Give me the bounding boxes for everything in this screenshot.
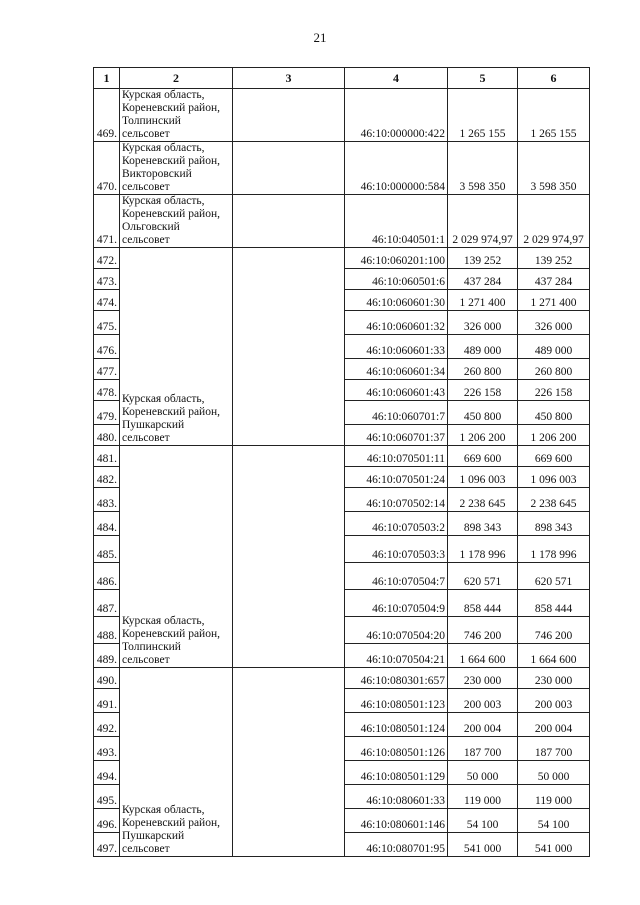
register-table (93, 67, 590, 857)
cadastral-number: 46:10:000000:584 (345, 142, 448, 195)
row-number: 469. (94, 89, 120, 142)
value-col6: 2 029 974,97 (518, 195, 590, 248)
address-cell: Курская область, Кореневский район, Пушкарский сельсовет (120, 248, 233, 446)
cadastral-number: 46:10:060601:33 (345, 335, 448, 359)
table-row (94, 446, 590, 467)
row-number: 471. (94, 195, 120, 248)
value-col6: 226 158 (518, 380, 590, 401)
cadastral-number: 46:10:070504:9 (345, 590, 448, 617)
empty-cell (233, 142, 345, 195)
row-number: 481. (94, 446, 120, 467)
empty-cell (233, 89, 345, 142)
value-col5: 200 004 (448, 713, 518, 737)
empty-cell (233, 446, 345, 668)
cadastral-number: 46:10:080601:33 (345, 785, 448, 809)
value-col5: 226 158 (448, 380, 518, 401)
value-col6: 858 444 (518, 590, 590, 617)
value-col5: 746 200 (448, 617, 518, 644)
value-col5: 541 000 (448, 833, 518, 857)
cadastral-number: 46:10:060601:34 (345, 359, 448, 380)
value-col5: 858 444 (448, 590, 518, 617)
value-col6: 898 343 (518, 512, 590, 536)
value-col6: 2 238 645 (518, 488, 590, 512)
page-number: 21 (313, 30, 327, 45)
row-number: 477. (94, 359, 120, 380)
cadastral-number: 46:10:080501:124 (345, 713, 448, 737)
row-number: 484. (94, 512, 120, 536)
value-col5: 119 000 (448, 785, 518, 809)
value-col5: 2 029 974,97 (448, 195, 518, 248)
value-col6: 3 598 350 (518, 142, 590, 195)
value-col6: 1 271 400 (518, 290, 590, 311)
row-number: 495. (94, 785, 120, 809)
value-col5: 230 000 (448, 668, 518, 689)
row-number: 486. (94, 563, 120, 590)
row-number: 479. (94, 401, 120, 425)
row-number: 496. (94, 809, 120, 833)
value-col5: 1 206 200 (448, 425, 518, 446)
row-number: 485. (94, 536, 120, 563)
table-row (94, 89, 590, 142)
value-col5: 326 000 (448, 311, 518, 335)
cadastral-number: 46:10:070504:7 (345, 563, 448, 590)
cadastral-number: 46:10:070501:11 (345, 446, 448, 467)
cadastral-number: 46:10:080501:129 (345, 761, 448, 785)
value-col6: 200 004 (518, 713, 590, 737)
cadastral-number: 46:10:070502:14 (345, 488, 448, 512)
row-number: 482. (94, 467, 120, 488)
col-header: 3 (233, 68, 345, 89)
address-cell: Курская область, Кореневский район, Толпинский сельсовет (120, 446, 233, 668)
address-cell: Курская область, Кореневский район, Ольговский сельсовет (120, 195, 233, 248)
value-col6: 1 664 600 (518, 644, 590, 668)
cadastral-number: 46:10:000000:422 (345, 89, 448, 142)
cadastral-number: 46:10:080501:123 (345, 689, 448, 713)
cadastral-number: 46:10:040501:1 (345, 195, 448, 248)
row-number: 470. (94, 142, 120, 195)
row-number: 480. (94, 425, 120, 446)
address-cell: Курская область, Кореневский район, Викторовский сельсовет (120, 142, 233, 195)
value-col5: 139 252 (448, 248, 518, 269)
table-header-row (94, 68, 590, 89)
value-col6: 260 800 (518, 359, 590, 380)
cadastral-number: 46:10:060601:32 (345, 311, 448, 335)
cadastral-number: 46:10:080301:657 (345, 668, 448, 689)
value-col5: 1 265 155 (448, 89, 518, 142)
empty-cell (233, 248, 345, 446)
value-col6: 119 000 (518, 785, 590, 809)
row-number: 476. (94, 335, 120, 359)
col-header: 5 (448, 68, 518, 89)
value-col5: 200 003 (448, 689, 518, 713)
row-number: 494. (94, 761, 120, 785)
value-col6: 54 100 (518, 809, 590, 833)
value-col5: 187 700 (448, 737, 518, 761)
row-number: 474. (94, 290, 120, 311)
cadastral-number: 46:10:060701:37 (345, 425, 448, 446)
value-col6: 1 206 200 (518, 425, 590, 446)
cadastral-number: 46:10:070504:21 (345, 644, 448, 668)
empty-cell (233, 668, 345, 857)
value-col5: 437 284 (448, 269, 518, 290)
cadastral-number: 46:10:070503:2 (345, 512, 448, 536)
row-number: 487. (94, 590, 120, 617)
value-col6: 620 571 (518, 563, 590, 590)
value-col6: 230 000 (518, 668, 590, 689)
row-number: 483. (94, 488, 120, 512)
row-number: 489. (94, 644, 120, 668)
value-col5: 260 800 (448, 359, 518, 380)
value-col6: 50 000 (518, 761, 590, 785)
cadastral-number: 46:10:060601:30 (345, 290, 448, 311)
empty-cell (233, 195, 345, 248)
table-row (94, 248, 590, 269)
value-col6: 326 000 (518, 311, 590, 335)
value-col6: 139 252 (518, 248, 590, 269)
row-number: 473. (94, 269, 120, 290)
col-header: 6 (518, 68, 590, 89)
value-col6: 187 700 (518, 737, 590, 761)
value-col5: 669 600 (448, 446, 518, 467)
cadastral-number: 46:10:070501:24 (345, 467, 448, 488)
value-col5: 50 000 (448, 761, 518, 785)
value-col6: 1 178 996 (518, 536, 590, 563)
address-cell: Курская область, Кореневский район, Толпинский сельсовет (120, 89, 233, 142)
row-number: 472. (94, 248, 120, 269)
value-col6: 1 265 155 (518, 89, 590, 142)
cadastral-number: 46:10:070503:3 (345, 536, 448, 563)
value-col5: 450 800 (448, 401, 518, 425)
value-col6: 450 800 (518, 401, 590, 425)
value-col5: 54 100 (448, 809, 518, 833)
cadastral-number: 46:10:080501:126 (345, 737, 448, 761)
value-col5: 1 178 996 (448, 536, 518, 563)
cadastral-number: 46:10:060501:6 (345, 269, 448, 290)
table-row (94, 668, 590, 689)
value-col5: 1 271 400 (448, 290, 518, 311)
value-col6: 669 600 (518, 446, 590, 467)
value-col5: 489 000 (448, 335, 518, 359)
value-col6: 1 096 003 (518, 467, 590, 488)
value-col6: 541 000 (518, 833, 590, 857)
value-col5: 620 571 (448, 563, 518, 590)
row-number: 475. (94, 311, 120, 335)
value-col5: 898 343 (448, 512, 518, 536)
value-col5: 3 598 350 (448, 142, 518, 195)
row-number: 493. (94, 737, 120, 761)
col-header: 1 (94, 68, 120, 89)
table-row (94, 195, 590, 248)
value-col6: 437 284 (518, 269, 590, 290)
row-number: 497. (94, 833, 120, 857)
row-number: 488. (94, 617, 120, 644)
table-row (94, 142, 590, 195)
cadastral-number: 46:10:060201:100 (345, 248, 448, 269)
cadastral-number: 46:10:080601:146 (345, 809, 448, 833)
value-col6: 746 200 (518, 617, 590, 644)
col-header: 4 (345, 68, 448, 89)
value-col6: 200 003 (518, 689, 590, 713)
value-col6: 489 000 (518, 335, 590, 359)
value-col5: 1 096 003 (448, 467, 518, 488)
row-number: 491. (94, 689, 120, 713)
cadastral-number: 46:10:060601:43 (345, 380, 448, 401)
cadastral-number: 46:10:070504:20 (345, 617, 448, 644)
row-number: 490. (94, 668, 120, 689)
cadastral-number: 46:10:080701:95 (345, 833, 448, 857)
row-number: 478. (94, 380, 120, 401)
value-col5: 1 664 600 (448, 644, 518, 668)
value-col5: 2 238 645 (448, 488, 518, 512)
row-number: 492. (94, 713, 120, 737)
address-cell: Курская область, Кореневский район, Пушкарский сельсовет (120, 668, 233, 857)
cadastral-number: 46:10:060701:7 (345, 401, 448, 425)
col-header: 2 (120, 68, 233, 89)
